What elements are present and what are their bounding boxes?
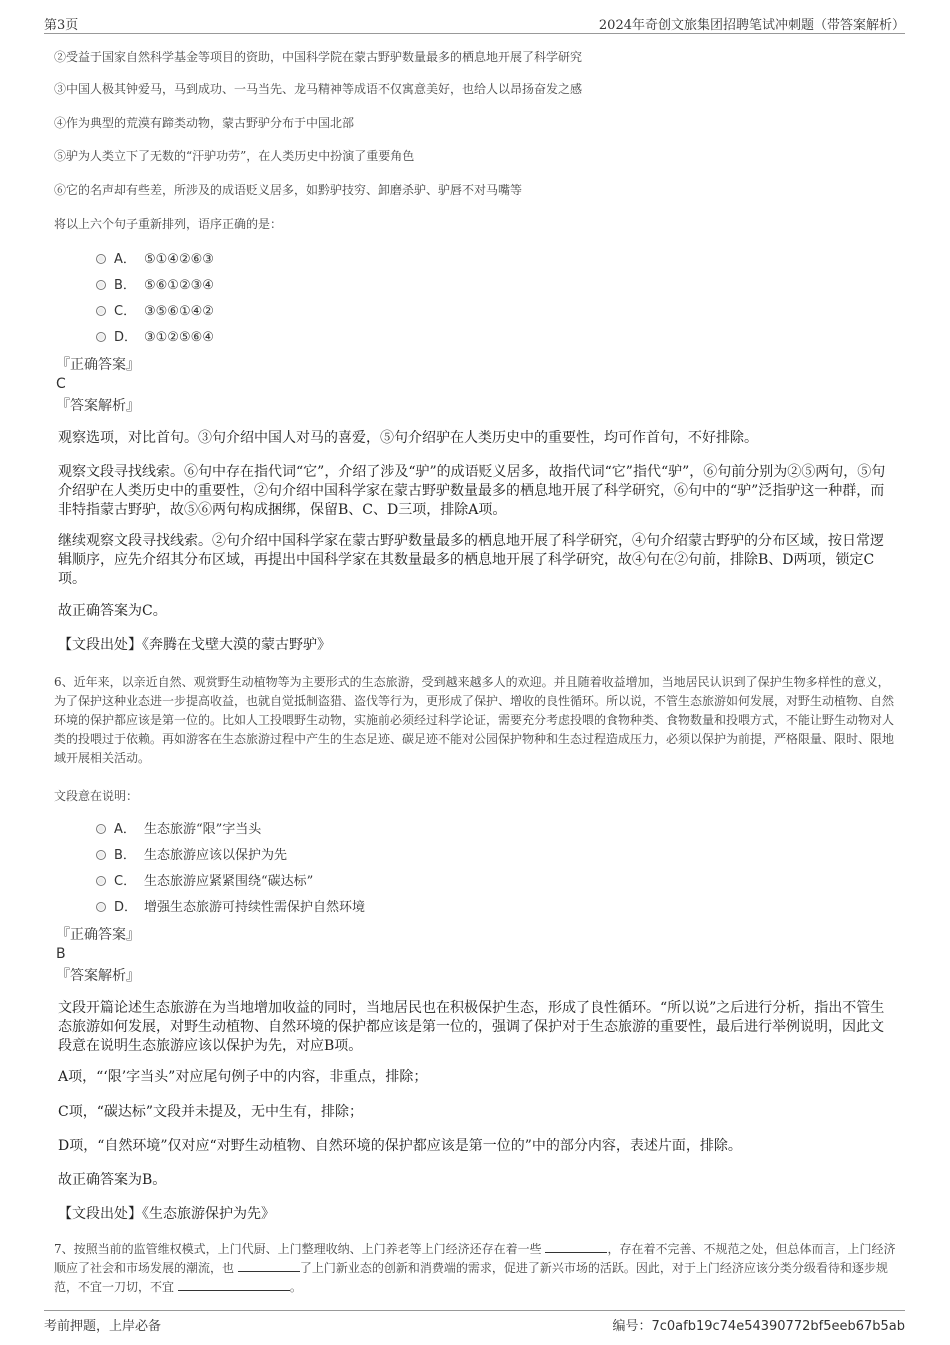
fill-blank[interactable] [545,1241,607,1253]
option-a[interactable]: A． ⑤①④②⑥③ [96,251,214,269]
analysis-paragraph: C项，“碳达标”文段并未提及，无中生有，排除； [58,1104,364,1120]
analysis-paragraph: 观察选项，对比首句。③句介绍中国人对马的喜爱，⑤句介绍驴在人类历史中的重要性，均可作首句，不好排除。 [58,430,758,446]
radio-icon[interactable] [96,306,106,316]
question-stem: 6、近年来，以亲近自然、观赏野生动植物等为主要形式的生态旅游，受到越来越多人的欢迎。并且随着收益增加，当地居民认识到了保护生物多样性的意义，为了保护这种业态进一步提高收益，也就自觉抵制盗猎、盗伐等行为，更形成了保护、增收的良性循环。所以说，不管生态旅游如何发展，对野生动植物、自然环境的保护都应该是第一位的。比如人工投喂野生动物，实施前必须经过科学论证，需要充分考虑投喂的食物种类、食物数量和投喂方式，不能让野生动物对人类的投喂过于依赖。再如游客在生态旅游过程中产生的生态足迹、碳足迹不能对公园保护物种和生态过程造成压力，必须以保护为前提，严格限量、限时、限地域开展相关活动。 [54,675,895,765]
radio-icon[interactable] [96,876,106,886]
option-a[interactable]: A． 生态旅游“限”字当头 [96,821,261,839]
source-citation: 【文段出处】《生态旅游保护为先》 [58,1206,275,1222]
radio-icon[interactable] [96,902,106,912]
answer-label: 『正确答案』 [56,357,140,373]
document-code: 编号：7c0afb19c74e54390772bf5eeb67b5ab [612,1319,905,1334]
radio-icon[interactable] [96,850,106,860]
page-number: 第3页 [44,18,79,33]
fill-blank[interactable] [178,1279,290,1291]
document-title: 2024年奇创文旅集团招聘笔试冲刺题（带答案解析） [598,18,905,33]
analysis-paragraph: D项，“自然环境”仅对应“对野生动植物、自然环境的保护都应该是第一位的”中的部分内容，表述片面，排除。 [58,1138,742,1154]
option-c[interactable]: C． ③⑤⑥①④② [96,303,214,321]
analysis-label: 『答案解析』 [56,398,140,414]
fill-blank[interactable] [238,1260,300,1272]
page-header [44,14,905,34]
question-prompt: 文段意在说明： [54,789,139,803]
analysis-paragraph: 故正确答案为B。 [58,1172,167,1188]
option-b[interactable]: B． ⑤⑥①②③④ [96,277,214,295]
analysis-paragraph: A项，“‘限’字当头”对应尾句例子中的内容，非重点，排除； [58,1069,428,1085]
option-c[interactable]: C． 生态旅游应紧紧围绕“碳达标” [96,873,313,891]
option-d[interactable]: D． ③①②⑤⑥④ [96,329,214,347]
analysis-paragraph: 观察文段寻找线索。⑥句中存在指代词“它”，介绍了涉及“驴”的成语贬义居多，故指代词“它”指代“驴”，⑥句前分别为②⑤两句，⑤句介绍驴在人类历史中的重要性，②句介绍中国科学家在蒙古野驴数量最多的栖息地开展了科学研究，⑥句中的“驴”泛指驴这一种群，而非特指蒙古野驴，故⑤⑥两句构成捆绑，保留B、C、D三项，排除A项。 [58,464,886,518]
radio-icon[interactable] [96,254,106,264]
analysis-label: 『答案解析』 [56,968,140,984]
radio-icon[interactable] [96,824,106,834]
sentence-2: ②受益于国家自然科学基金等项目的资助，中国科学院在蒙古野驴数量最多的栖息地开展了科学研究 [54,50,583,64]
sentence-5: ⑤驴为人类立下了无数的“汗驴功劳”，在人类历史中扮演了重要角色 [54,149,415,163]
sentence-6: ⑥它的名声却有些差，所涉及的成语贬义居多，如黔驴技穷、卸磨杀驴、驴唇不对马嘴等 [54,183,523,197]
analysis-paragraph: 文段开篇论述生态旅游在为当地增加收益的同时，当地居民也在积极保护生态，形成了良性循环。“所以说”之后进行分析，指出不管生态旅游如何发展，对野生动植物、自然环境的保护都应该是第一位的，强调了保护对于生态旅游的重要性，最后进行举例说明，因此文段意在说明生态旅游应该以保护为先，对应B项。 [58,1000,885,1054]
option-b[interactable]: B． 生态旅游应该以保护为先 [96,847,287,865]
analysis-paragraph: 故正确答案为C。 [58,603,167,619]
correct-answer: B [56,946,66,962]
footer-motto: 考前押题，上岸必备 [44,1319,162,1334]
correct-answer: C [56,376,66,392]
sentence-3: ③中国人极其钟爱马，马到成功、一马当先、龙马精神等成语不仅寓意美好，也给人以昂扬奋发之感 [54,82,583,96]
radio-icon[interactable] [96,280,106,290]
source-citation: 【文段出处】《奔腾在戈壁大漠的蒙古野驴》 [58,637,331,653]
sentence-4: ④作为典型的荒漠有蹄类动物，蒙古野驴分布于中国北部 [54,116,355,130]
answer-label: 『正确答案』 [56,927,140,943]
analysis-paragraph: 继续观察文段寻找线索。②句介绍中国科学家在蒙古野驴数量最多的栖息地开展了科学研究，④句介绍蒙古野驴的分布区域，按日常逻辑顺序，应先介绍其分布区域，再提出中国科学家在其数量最多的栖息地开展了科学研究，故④句在②句前，排除B、D两项，锁定C项。 [58,533,884,587]
question-prompt: 将以上六个句子重新排列，语序正确的是： [54,217,283,231]
radio-icon[interactable] [96,332,106,342]
page-footer [44,1310,905,1334]
option-d[interactable]: D． 增强生态旅游可持续性需保护自然环境 [96,899,365,917]
question-stem: 7、按照当前的监管维权模式，上门代厨、上门整理收纳、上门养老等上门经济还存在着一些 ，存在着不完善、不规范之处，但总体而言，上门经济顺应了社会和市场发展的潮流，也 了上门新业态的创新和消费端的需求，促进了新兴市场的活跃。因此，对于上门经济应该分类分级看待和逐步规范，不宜一刀切，不宜 。 [54,1242,896,1294]
